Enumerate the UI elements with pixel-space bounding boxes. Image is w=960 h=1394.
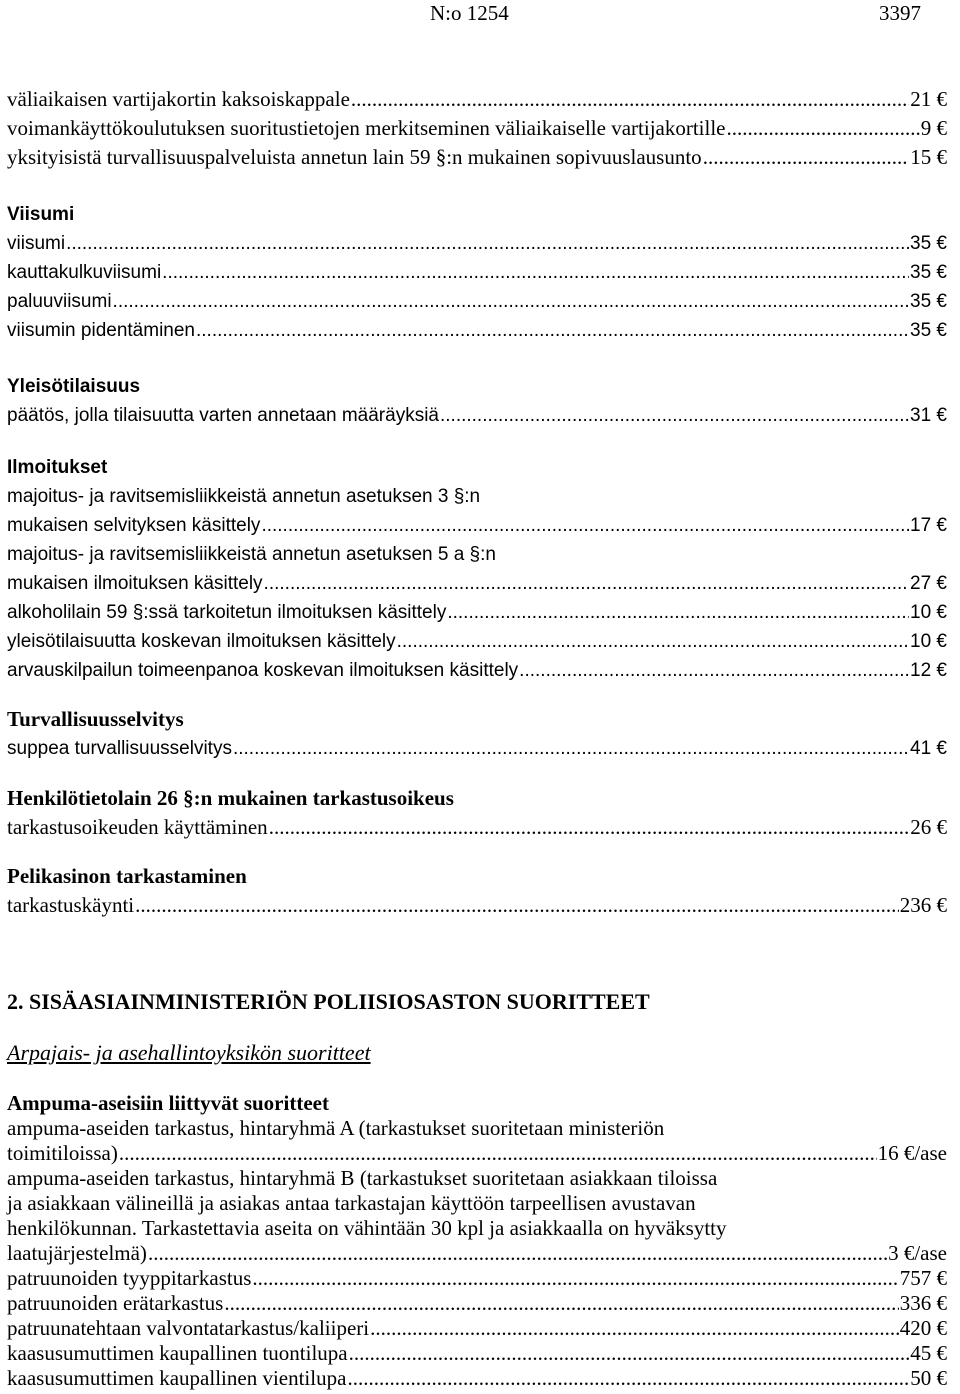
section-henkilotietolaki: [7, 784, 947, 842]
leader-dots: [252, 1266, 898, 1291]
item-price: 27 €: [910, 573, 947, 594]
price-line: [7, 258, 947, 287]
item-label: mukaisen ilmoituksen käsittely: [7, 573, 263, 594]
leader-dots: [196, 316, 909, 345]
item-label: suppea turvallisuusselvitys: [7, 738, 232, 759]
leader-dots: [119, 1141, 877, 1166]
item-price: 16 €/ase: [877, 1141, 947, 1165]
section-heading: Henkilötietolain 26 §:n mukainen tarkastusoikeus: [7, 786, 454, 810]
item-price: 10 €: [910, 631, 947, 652]
item-price: 41 €: [910, 738, 947, 759]
section-2: [7, 986, 947, 1018]
item-label: yleisötilaisuutta koskevan ilmoituksen käsittely: [7, 631, 396, 652]
item-label-line: ampuma-aseiden tarkastus, hintaryhmä A (tarkastukset suoritetaan ministeriön: [7, 1116, 665, 1140]
section-turvallisuusselvitys: [7, 705, 947, 763]
price-line: [7, 1366, 947, 1391]
item-price: 35 €: [910, 291, 947, 312]
item-label: alkoholilain 59 §:ssä tarkoitetun ilmoituksen käsittely: [7, 602, 447, 623]
leader-dots: [703, 143, 910, 172]
item-label: mukaisen selvityksen käsittely: [7, 515, 261, 536]
item-price: 31 €: [910, 405, 947, 426]
section-heading: Viisumi: [7, 204, 75, 225]
price-line: [7, 1341, 947, 1366]
item-label: laatujärjestelmä): [7, 1241, 147, 1265]
price-line: [7, 143, 947, 172]
item-label: väliaikaisen vartijakortin kaksoiskappale: [7, 87, 350, 111]
price-line: [7, 401, 947, 430]
price-line: [7, 656, 947, 685]
item-label: arvauskilpailun toimeenpanoa koskevan ilmoituksen käsittely: [7, 660, 519, 681]
item-label: kaasusumuttimen kaupallinen tuontilupa: [7, 1341, 348, 1365]
item-price: 15 €: [910, 145, 947, 169]
price-line: [7, 1241, 947, 1266]
item-label: viisumin pidentäminen: [7, 320, 195, 341]
section-heading: Pelikasinon tarkastaminen: [7, 864, 247, 888]
item-label: patruunatehtaan valvontatarkastus/kaliiperi: [7, 1316, 370, 1340]
leader-dots: [113, 287, 909, 316]
price-line: [7, 316, 947, 345]
item-label-line: majoitus- ja ravitsemisliikkeistä annetun asetuksen 5 a §:n: [7, 544, 496, 565]
leader-dots: [351, 85, 909, 114]
price-line: [7, 1316, 947, 1341]
section-subtitle: Arpajais- ja asehallintoyksikön suoritteet: [7, 1040, 371, 1065]
item-price: 9 €: [920, 116, 947, 140]
item-label: paluuviisumi: [7, 291, 112, 312]
price-line: [7, 734, 947, 763]
price-line: [7, 891, 947, 920]
item-label: patruunoiden erätarkastus: [7, 1291, 224, 1315]
item-label-line: henkilökunnan. Tarkastettavia aseita on vähintään 30 kpl ja asiakkaalla on hyväksytty: [7, 1216, 727, 1240]
item-price: 17 €: [910, 515, 947, 536]
price-line: [7, 1141, 947, 1166]
section-yleisotilaisuus: [7, 372, 947, 430]
section-heading: Turvallisuusselvitys: [7, 707, 184, 731]
leader-dots: [269, 813, 910, 842]
item-label: tarkastusoikeuden käyttäminen: [7, 815, 268, 839]
leader-dots: [148, 1241, 887, 1266]
leader-dots: [447, 598, 909, 627]
leader-dots: [440, 401, 909, 430]
page-number: 3397: [879, 1, 921, 25]
item-label-line: ampuma-aseiden tarkastus, hintaryhmä B (tarkastukset suoritetaan asiakkaan tiloissa: [7, 1166, 718, 1190]
item-label: kaasusumuttimen kaupallinen vientilupa: [7, 1366, 347, 1390]
item-label: päätös, jolla tilaisuutta varten annetaan määräyksiä: [7, 405, 439, 426]
price-line: [7, 1266, 947, 1291]
document-number: N:o 1254: [430, 1, 509, 25]
item-label-line: majoitus- ja ravitsemisliikkeistä annetun asetuksen 3 §:n: [7, 486, 481, 507]
leader-dots: [347, 1366, 909, 1391]
price-line: [7, 511, 947, 540]
item-price: 336 €: [899, 1291, 947, 1315]
leader-dots: [135, 891, 899, 920]
price-line: [7, 569, 947, 598]
item-label: toimitiloissa): [7, 1141, 118, 1165]
item-label: yksityisistä turvallisuuspalveluista annetun lain 59 §:n mukainen sopivuuslausunto: [7, 145, 702, 169]
item-label: patruunoiden tyyppitarkastus: [7, 1266, 252, 1290]
item-price: 12 €: [910, 660, 947, 681]
item-price: 35 €: [910, 233, 947, 254]
section-viisumi: [7, 200, 947, 345]
item-price: 3 €/ase: [888, 1241, 947, 1265]
item-label: kauttakulkuviisumi: [7, 262, 162, 283]
item-label: viisumi: [7, 233, 66, 254]
price-line: [7, 627, 947, 656]
price-line: [7, 229, 947, 258]
section-2-subtitle-block: [7, 1038, 947, 1068]
leader-dots: [370, 1316, 899, 1341]
leader-dots: [261, 511, 909, 540]
section-ilmoitukset: [7, 453, 947, 685]
leader-dots: [349, 1341, 910, 1366]
leader-dots: [264, 569, 909, 598]
leader-dots: [162, 258, 909, 287]
leader-dots: [727, 114, 920, 143]
item-price: 21 €: [910, 87, 947, 111]
price-line: [7, 85, 947, 114]
item-price: 236 €: [899, 893, 947, 917]
item-price: 420 €: [899, 1316, 947, 1340]
item-price: 35 €: [910, 320, 947, 341]
item-price: 35 €: [910, 262, 947, 283]
section-pelikasino: [7, 862, 947, 920]
item-price: 50 €: [910, 1366, 947, 1390]
price-line: [7, 813, 947, 842]
section-title: 2. SISÄASIAINMINISTERIÖN POLIISIOSASTON SUORITTEET: [7, 989, 650, 1014]
top-items: [7, 85, 947, 172]
item-label: voimankäyttökoulutuksen suoritustietojen merkitseminen väliaikaiselle vartijakortille: [7, 116, 726, 140]
leader-dots: [519, 656, 909, 685]
item-price: 45 €: [910, 1341, 947, 1365]
price-line: [7, 1291, 947, 1316]
section-heading: Ilmoitukset: [7, 457, 108, 478]
price-line: [7, 598, 947, 627]
leader-dots: [233, 734, 909, 763]
leader-dots: [66, 229, 909, 258]
item-price: 26 €: [910, 815, 947, 839]
section-heading: Yleisötilaisuus: [7, 376, 141, 397]
leader-dots: [397, 627, 909, 656]
leader-dots: [224, 1291, 898, 1316]
price-line: [7, 114, 947, 143]
section-ampuma-aseet: [7, 1091, 947, 1391]
item-price: 757 €: [899, 1266, 947, 1290]
price-line: [7, 287, 947, 316]
section-heading: Ampuma-aseisiin liittyvät suoritteet: [7, 1091, 329, 1115]
item-label: tarkastuskäynti: [7, 893, 135, 917]
item-price: 10 €: [910, 602, 947, 623]
item-label-line: ja asiakkaan välineillä ja asiakas antaa tarkastajan käyttöön tarpeellisen avustavan: [7, 1191, 696, 1215]
